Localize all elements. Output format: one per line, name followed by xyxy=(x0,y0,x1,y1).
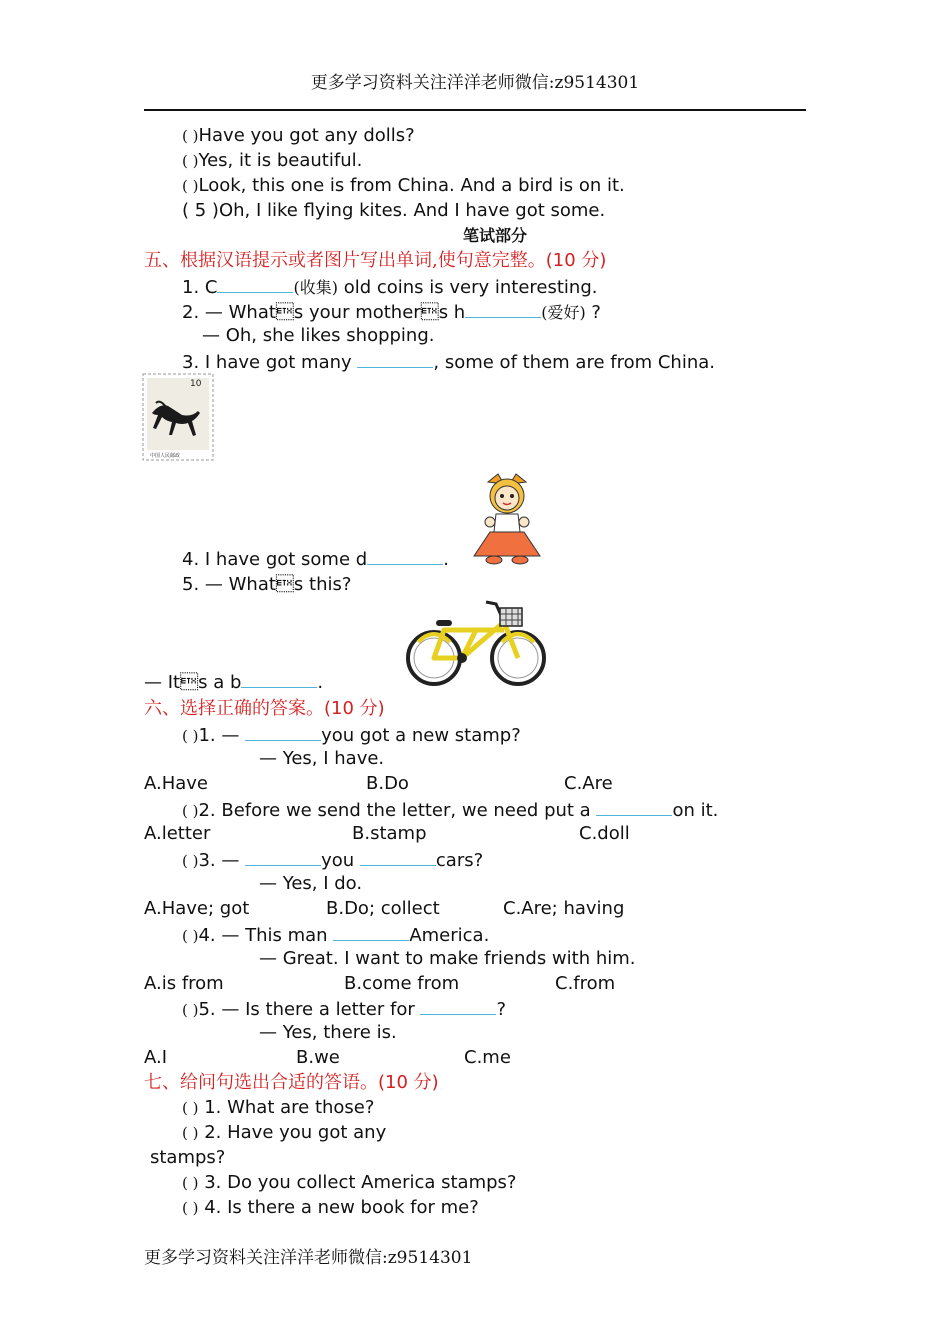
q-text: ? xyxy=(496,999,507,1020)
s5-q2 xyxy=(182,299,601,325)
answer-paren[interactable]: ( ) xyxy=(182,1124,199,1142)
answer-paren[interactable]: ( ) xyxy=(182,1199,199,1217)
q-text: you xyxy=(321,850,360,871)
q-text: 2. — Whats your mothers h xyxy=(182,302,466,323)
answer-blank[interactable] xyxy=(333,922,409,941)
section-score: (10 分) xyxy=(378,1072,439,1093)
s6-q3 xyxy=(182,847,483,873)
header-rule xyxy=(144,109,806,111)
answer-blank[interactable] xyxy=(357,349,433,368)
section-title-text: 六、选择正确的答案。 xyxy=(144,698,324,719)
s6-q5-option-b[interactable]: B.we xyxy=(296,1047,340,1068)
horse-stamp-image xyxy=(142,373,214,461)
dialogue-line-2 xyxy=(182,149,362,173)
written-section-title: 笔试部分 xyxy=(462,226,527,245)
chinese-hint: (收集) xyxy=(293,278,338,297)
q-text: old coins is very interesting. xyxy=(337,277,598,298)
s5-q2-answer: — Oh, she likes shopping. xyxy=(202,325,435,346)
s7-q3 xyxy=(182,1171,516,1195)
bicycle-image xyxy=(404,596,548,690)
s6-q5-answer: — Yes, there is. xyxy=(259,1022,397,1043)
answer-paren[interactable]: ( ) xyxy=(182,1001,199,1019)
answer-blank[interactable] xyxy=(217,274,293,293)
dialogue-text: Have you got any dolls? xyxy=(198,125,415,146)
s6-q1-option-a[interactable]: A.Have xyxy=(144,773,209,794)
section-title-text: 七、给问句选出合适的答语。 xyxy=(144,1072,378,1093)
page-header: 更多学习资料关注洋洋老师微信:z9514301 xyxy=(310,73,640,93)
s6-q1 xyxy=(182,722,521,748)
s6-q4-option-b[interactable]: B.come from xyxy=(344,973,460,994)
q-text: America. xyxy=(409,925,490,946)
s5-q5: 5. — Whats this? xyxy=(182,574,352,595)
s6-q3-option-c[interactable]: C.Are; having xyxy=(503,898,625,919)
q-text: on it. xyxy=(672,800,719,821)
answer-blank[interactable] xyxy=(241,669,317,688)
q-text: 3. — xyxy=(198,850,246,871)
chinese-hint: (爱好) xyxy=(541,303,586,322)
answer-blank[interactable] xyxy=(245,722,321,741)
s6-q2 xyxy=(182,797,718,823)
q-text: cars? xyxy=(435,850,484,871)
q-text: 1. — xyxy=(198,725,246,746)
s7-q1 xyxy=(182,1096,374,1120)
answer-blank[interactable] xyxy=(360,847,436,866)
s6-q4-answer: — Great. I want to make friends with him. xyxy=(259,948,636,969)
section-5-title xyxy=(144,249,606,273)
q-text: you got a new stamp? xyxy=(321,725,521,746)
answer-paren[interactable]: ( ) xyxy=(182,127,199,145)
q-text: . xyxy=(317,672,324,693)
stamp-value: 10 xyxy=(190,379,202,389)
answer-blank[interactable] xyxy=(367,546,443,565)
s7-q2-continued: stamps? xyxy=(150,1147,226,1168)
q-text: 3. Do you collect America stamps? xyxy=(198,1172,517,1193)
answer-paren[interactable]: ( ) xyxy=(182,1174,199,1192)
s6-q3-option-a[interactable]: A.Have; got xyxy=(144,898,250,919)
s6-q2-option-c[interactable]: C.doll xyxy=(579,823,630,844)
section-title-text: 五、根据汉语提示或者图片写出单词,使句意完整。 xyxy=(144,250,546,271)
s6-q5-option-a[interactable]: A.I xyxy=(144,1047,168,1068)
dialogue-text: Look, this one is from China. And a bird is on it. xyxy=(198,175,625,196)
answer-blank[interactable] xyxy=(465,299,541,318)
q-text: 5. — Is there a letter for xyxy=(198,999,421,1020)
dialogue-line-4: ( 5 )Oh, I like flying kites. And I have got some. xyxy=(182,200,606,221)
answer-paren[interactable]: ( ) xyxy=(182,727,199,745)
answer-paren[interactable]: ( ) xyxy=(182,152,199,170)
s6-q4-option-a[interactable]: A.is from xyxy=(144,973,224,994)
s6-q1-answer: — Yes, I have. xyxy=(259,748,385,769)
answer-paren[interactable]: ( ) xyxy=(182,177,199,195)
s6-q2-option-a[interactable]: A.letter xyxy=(144,823,211,844)
section-score: (10 分) xyxy=(324,698,385,719)
answer-paren[interactable]: ( ) xyxy=(182,802,199,820)
s6-q4-option-c[interactable]: C.from xyxy=(555,973,616,994)
s6-q3-option-b[interactable]: B.Do; collect xyxy=(326,898,440,919)
answer-blank[interactable] xyxy=(596,797,672,816)
section-7-title xyxy=(144,1071,439,1095)
answer-blank[interactable] xyxy=(245,847,321,866)
q-text: 4. Is there a new book for me? xyxy=(198,1197,479,1218)
s5-q3 xyxy=(182,349,715,375)
answer-paren[interactable]: ( ) xyxy=(182,852,199,870)
q-text: , some of them are from China. xyxy=(433,352,716,373)
s6-q2-option-b[interactable]: B.stamp xyxy=(352,823,427,844)
s6-q4 xyxy=(182,922,489,948)
dialogue-line-1 xyxy=(182,124,415,148)
s5-q1 xyxy=(182,274,597,300)
q-text: 2. Before we send the letter, we need put a xyxy=(198,800,597,821)
page-footer: 更多学习资料关注洋洋老师微信:z9514301 xyxy=(144,1248,473,1268)
answer-paren[interactable]: ( ) xyxy=(182,1099,199,1117)
s6-q3-answer: — Yes, I do. xyxy=(259,873,363,894)
s7-q2 xyxy=(182,1121,386,1145)
q-text: . xyxy=(443,549,449,570)
s6-q1-option-c[interactable]: C.Are xyxy=(564,773,613,794)
q-text: ? xyxy=(585,302,601,323)
q-text: 1. C xyxy=(182,277,218,298)
dialogue-line-3 xyxy=(182,174,625,198)
doll-image xyxy=(468,470,546,566)
q-text: 4. — This man xyxy=(198,925,334,946)
q-text: 4. I have got some d xyxy=(182,549,368,570)
s6-q5-option-c[interactable]: C.me xyxy=(464,1047,511,1068)
q-text: 1. What are those? xyxy=(198,1097,375,1118)
section-6-title xyxy=(144,697,385,721)
answer-blank[interactable] xyxy=(420,996,496,1015)
section-score: (10 分) xyxy=(545,250,607,271)
s7-q4 xyxy=(182,1196,479,1220)
s6-q1-option-b[interactable]: B.Do xyxy=(366,773,409,794)
q-text: — Its a b xyxy=(144,672,242,693)
dialogue-text: Yes, it is beautiful. xyxy=(198,150,363,171)
q-text: 3. I have got many xyxy=(182,352,358,373)
q-text: 2. Have you got any xyxy=(198,1122,387,1143)
s5-q5-answer xyxy=(144,669,323,695)
stamp-caption: 中国人民邮政 xyxy=(150,453,181,459)
s5-q4 xyxy=(182,546,449,572)
s6-q5 xyxy=(182,996,506,1022)
answer-paren[interactable]: ( ) xyxy=(182,927,199,945)
